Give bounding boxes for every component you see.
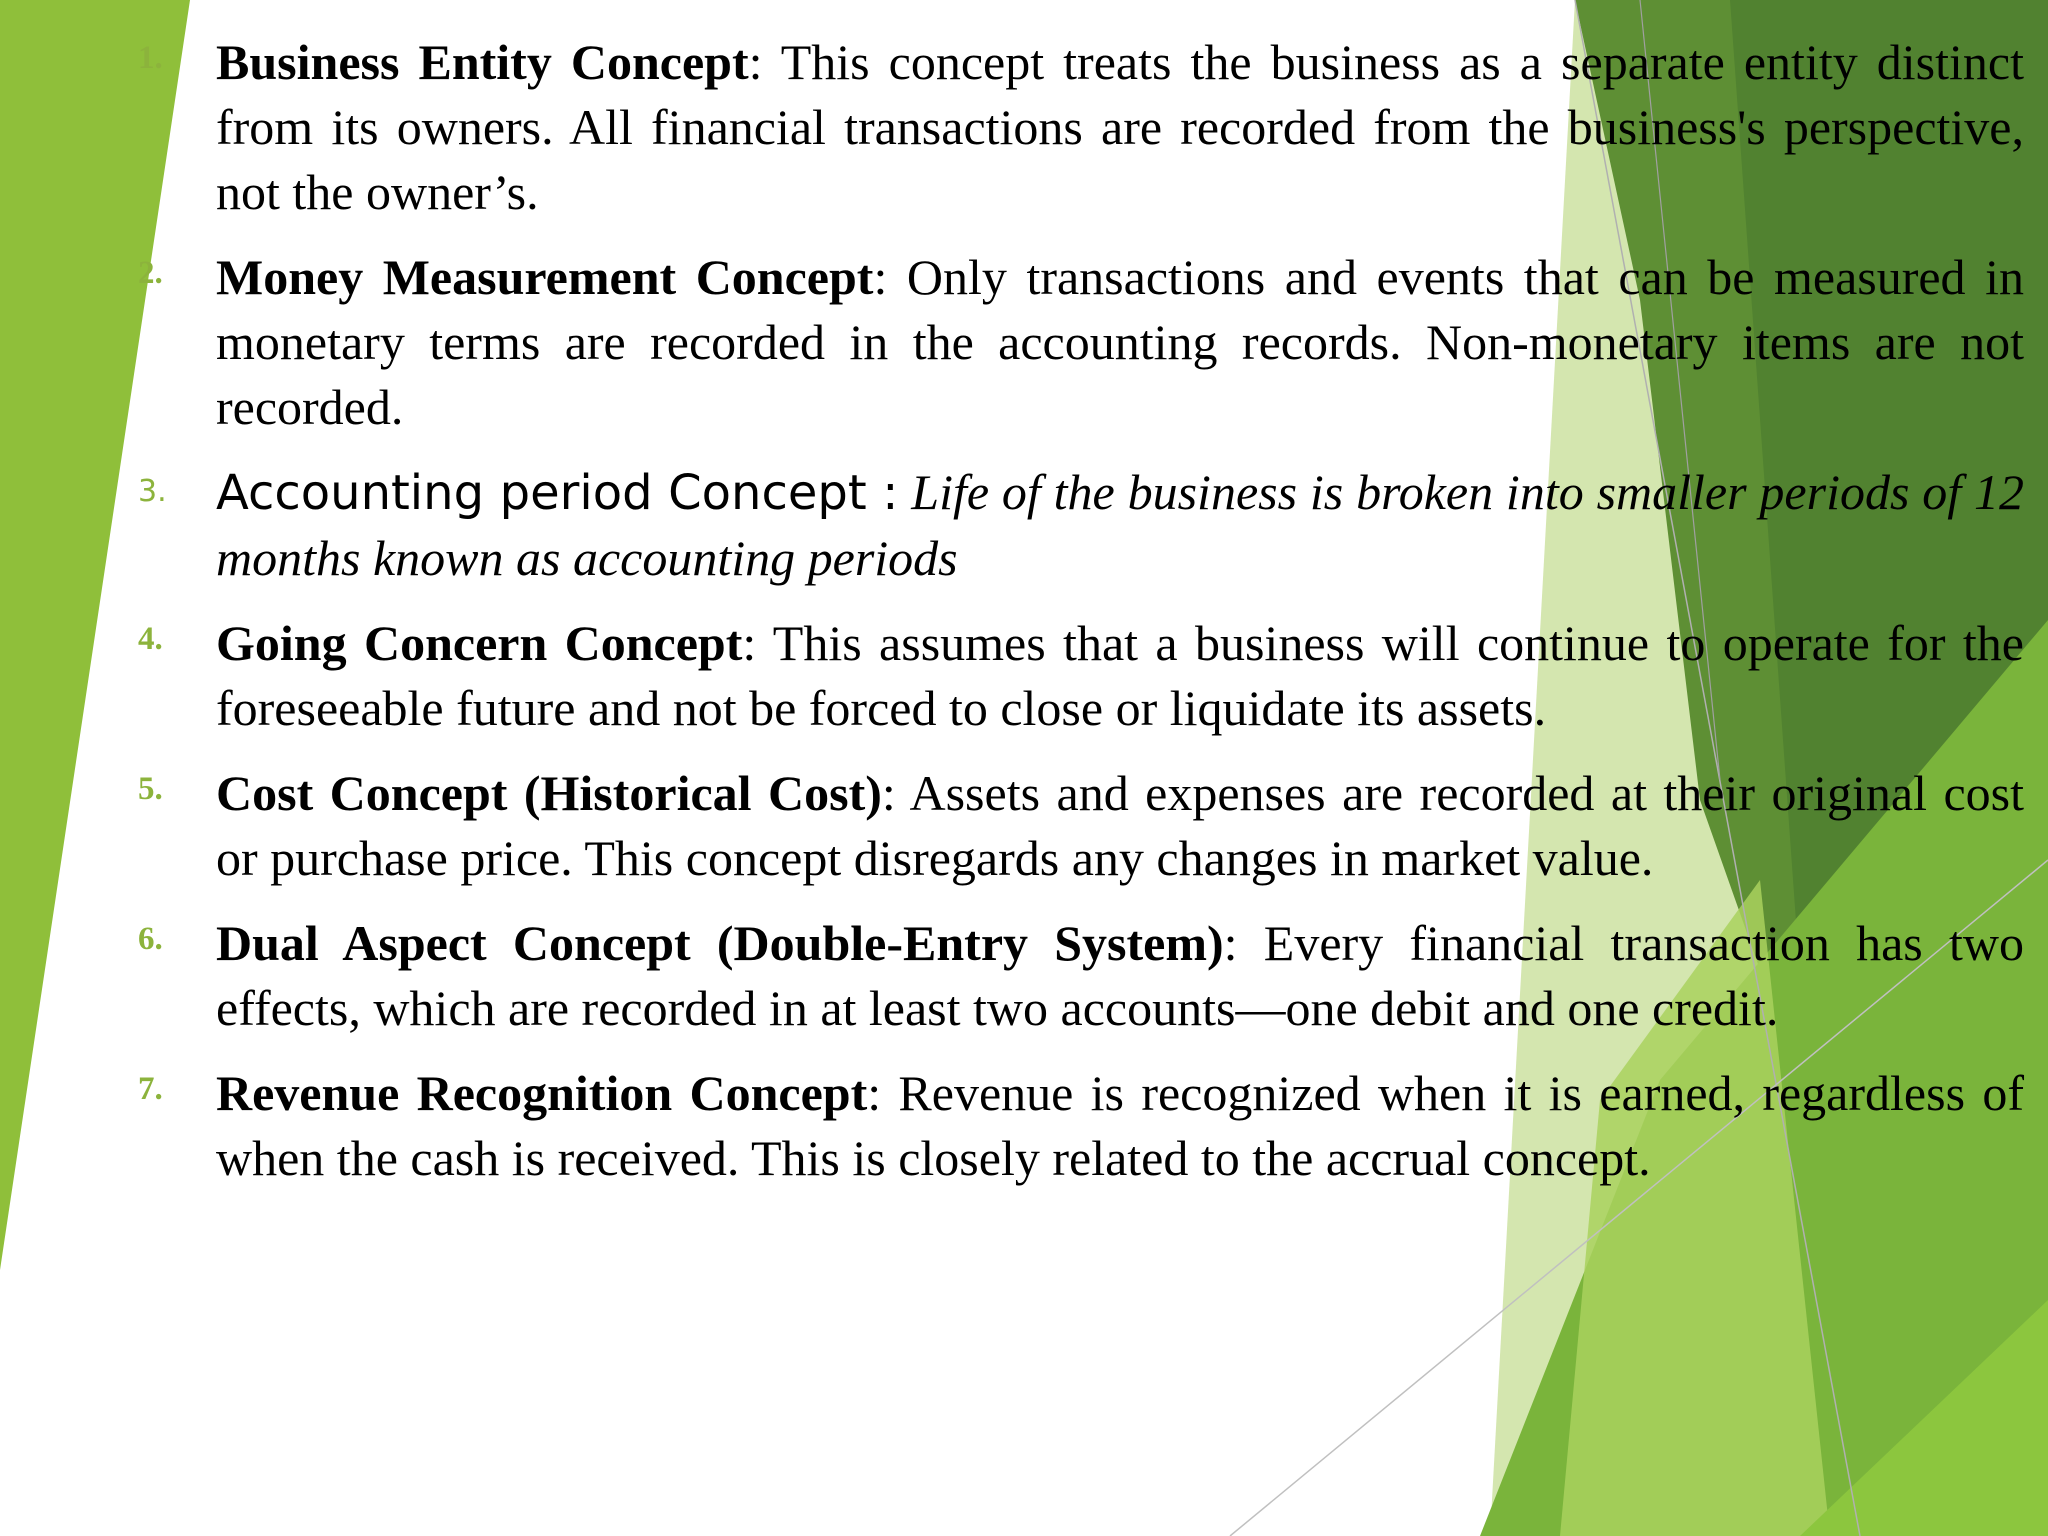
item-body: Only transactions and events that can be measured in monetary terms are recorded in the accounting records. Non-monetary items are not recorded.: [216, 249, 2024, 435]
item-title: Revenue Recognition Concept: [216, 1065, 868, 1121]
item-title: Going Concern Concept: [216, 615, 743, 671]
item-number: 6.: [138, 921, 163, 957]
list-item: [138, 460, 2026, 591]
item-title: Money Measurement Concept: [216, 249, 874, 305]
item-title: Cost Concept (Historical Cost): [216, 765, 882, 821]
concept-list-container: [138, 30, 2026, 1191]
item-body: This assumes that a business will continue to operate for the foreseeable future and not be forced to close or liquidate its assets.: [216, 615, 2024, 736]
item-number: 5.: [138, 771, 163, 807]
list-item: [138, 911, 2026, 1041]
item-number: 7.: [138, 1071, 163, 1107]
item-number: 3.: [138, 474, 167, 509]
item-separator: :: [742, 615, 757, 671]
item-body: This concept treats the business as a separate entity distinct from its owners. All financial transactions are recorded from the business's perspective, not the owner’s.: [216, 34, 2025, 220]
item-title: Dual Aspect Concept (Double-Entry System): [216, 915, 1224, 971]
list-item: [138, 761, 2026, 891]
item-title: Business Entity Concept: [216, 34, 749, 90]
item-separator: :: [748, 34, 763, 90]
item-separator: :: [873, 249, 888, 305]
list-item: [138, 245, 2026, 440]
item-text: [216, 245, 2024, 440]
item-number: 1.: [138, 40, 163, 76]
item-text: [216, 761, 2024, 891]
item-title: Accounting period Concept :: [216, 465, 899, 521]
item-number: 4.: [138, 621, 163, 657]
list-item: [138, 611, 2026, 741]
item-body: Every financial transaction has two effects, which are recorded in at least two accounts—one debit and one credit.: [216, 915, 2024, 1036]
item-body: Life of the business is broken into smaller periods of 12 months known as accounting periods: [216, 464, 2024, 586]
item-text: [216, 911, 2024, 1041]
list-item: [138, 30, 2026, 225]
item-separator: :: [881, 765, 896, 821]
item-body: Assets and expenses are recorded at their original cost or purchase price. This concept disregards any changes in market value.: [216, 765, 2024, 886]
item-text: [216, 1061, 2024, 1191]
item-separator: :: [1223, 915, 1238, 971]
item-number: 2.: [138, 255, 163, 291]
list-item: [138, 1061, 2026, 1191]
concept-list: [138, 30, 2026, 1191]
item-text: [216, 460, 2024, 591]
item-body: Revenue is recognized when it is earned, regardless of when the cash is received. This is closely related to the accrual concept.: [216, 1065, 2024, 1186]
item-text: [216, 30, 2024, 225]
item-separator: :: [867, 1065, 882, 1121]
item-text: [216, 611, 2024, 741]
